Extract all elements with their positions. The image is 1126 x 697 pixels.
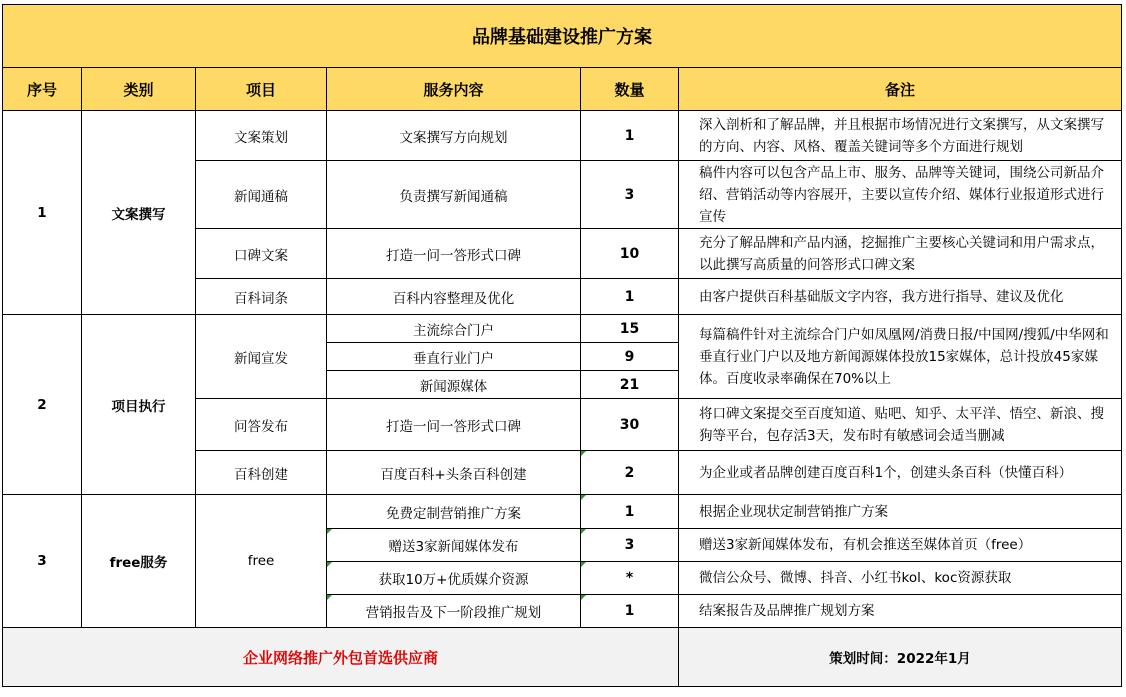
service-note: 赠送3家新闻媒体发布，有机会推送至媒体首页（free）	[679, 529, 1122, 562]
project-name: 新闻宣发	[196, 315, 327, 399]
service-content: 打造一问一答形式口碑	[327, 399, 581, 451]
header-category: 类别	[82, 68, 196, 111]
service-note: 充分了解品牌和产品内涵，挖掘推广主要核心关键词和用户需求点，以此撰写高质量的问答形式口碑文案	[679, 229, 1122, 279]
service-quantity: 9	[581, 343, 679, 371]
project-name: 新闻通稿	[196, 161, 327, 229]
header-service: 服务内容	[327, 68, 581, 111]
service-note: 将口碑文案提交至百度知道、贴吧、知乎、太平洋、悟空、新浪、搜狗等平台，包存活3天，发布时有敏感词会适当删减	[679, 399, 1122, 451]
service-note: 结案报告及品牌推广规划方案	[679, 595, 1122, 628]
header-project: 项目	[196, 68, 327, 111]
project-name: free	[196, 495, 327, 628]
service-content: 获取10万+优质媒介资源	[327, 562, 581, 595]
service-content: 营销报告及下一阶段推广规划	[327, 595, 581, 628]
service-quantity: 21	[581, 371, 679, 399]
table-row	[3, 495, 1122, 529]
service-content: 赠送3家新闻媒体发布	[327, 529, 581, 562]
service-quantity: 1	[581, 279, 679, 315]
group-index: 1	[3, 111, 82, 315]
project-name: 百科词条	[196, 279, 327, 315]
service-quantity: *	[581, 562, 679, 595]
group-index: 3	[3, 495, 82, 628]
service-content: 垂直行业门户	[327, 343, 581, 371]
service-note: 每篇稿件针对主流综合门户如凤凰网/消费日报/中国网/搜狐/中华网和垂直行业门户以及地方新闻源媒体投放15家媒体，总计投放45家媒体。百度收录率确保在70%以上	[679, 315, 1122, 399]
project-name: 口碑文案	[196, 229, 327, 279]
title-row	[3, 5, 1122, 68]
service-quantity: 3	[581, 529, 679, 562]
service-note: 深入剖析和了解品牌，并且根据市场情况进行文案撰写，从文案撰写的方向、内容、风格、覆盖关键词等多个方面进行规划	[679, 111, 1122, 161]
service-note: 根据企业现状定制营销推广方案	[679, 495, 1122, 529]
service-quantity: 1	[581, 111, 679, 161]
footer-slogan: 企业网络推广外包首选供应商	[3, 628, 679, 687]
page-title: 品牌基础建设推广方案	[3, 5, 1122, 68]
footer-row	[3, 628, 1122, 687]
header-note: 备注	[679, 68, 1122, 111]
table-row	[3, 315, 1122, 343]
header-quantity: 数量	[581, 68, 679, 111]
plan-sheet	[2, 4, 1121, 687]
service-content: 免费定制营销推广方案	[327, 495, 581, 529]
project-name: 百科创建	[196, 451, 327, 495]
service-note: 为企业或者品牌创建百度百科1个，创建头条百科（快懂百科）	[679, 451, 1122, 495]
project-name: 问答发布	[196, 399, 327, 451]
service-content: 打造一问一答形式口碑	[327, 229, 581, 279]
table-row	[3, 111, 1122, 161]
service-quantity: 10	[581, 229, 679, 279]
service-quantity: 2	[581, 451, 679, 495]
service-note: 微信公众号、微博、抖音、小红书kol、koc资源获取	[679, 562, 1122, 595]
header-row	[3, 68, 1122, 111]
service-quantity: 3	[581, 161, 679, 229]
header-index: 序号	[3, 68, 82, 111]
group-category: 文案撰写	[82, 111, 196, 315]
service-note: 由客户提供百科基础版文字内容，我方进行指导、建议及优化	[679, 279, 1122, 315]
service-content: 负责撰写新闻通稿	[327, 161, 581, 229]
service-quantity: 30	[581, 399, 679, 451]
service-content: 百科内容整理及优化	[327, 279, 581, 315]
project-name: 文案策划	[196, 111, 327, 161]
group-category: 项目执行	[82, 315, 196, 495]
service-quantity: 1	[581, 595, 679, 628]
service-note: 稿件内容可以包含产品上市、服务、品牌等关键词，围绕公司新品介绍、营销活动等内容展开，主要以宣传介绍、媒体行业报道形式进行宣传	[679, 161, 1122, 229]
plan-table	[2, 4, 1122, 687]
footer-date: 策划时间：2022年1月	[679, 628, 1122, 687]
group-index: 2	[3, 315, 82, 495]
service-quantity: 15	[581, 315, 679, 343]
service-content: 新闻源媒体	[327, 371, 581, 399]
service-content: 文案撰写方向规划	[327, 111, 581, 161]
group-category: free服务	[82, 495, 196, 628]
service-content: 百度百科+头条百科创建	[327, 451, 581, 495]
service-content: 主流综合门户	[327, 315, 581, 343]
service-quantity: 1	[581, 495, 679, 529]
